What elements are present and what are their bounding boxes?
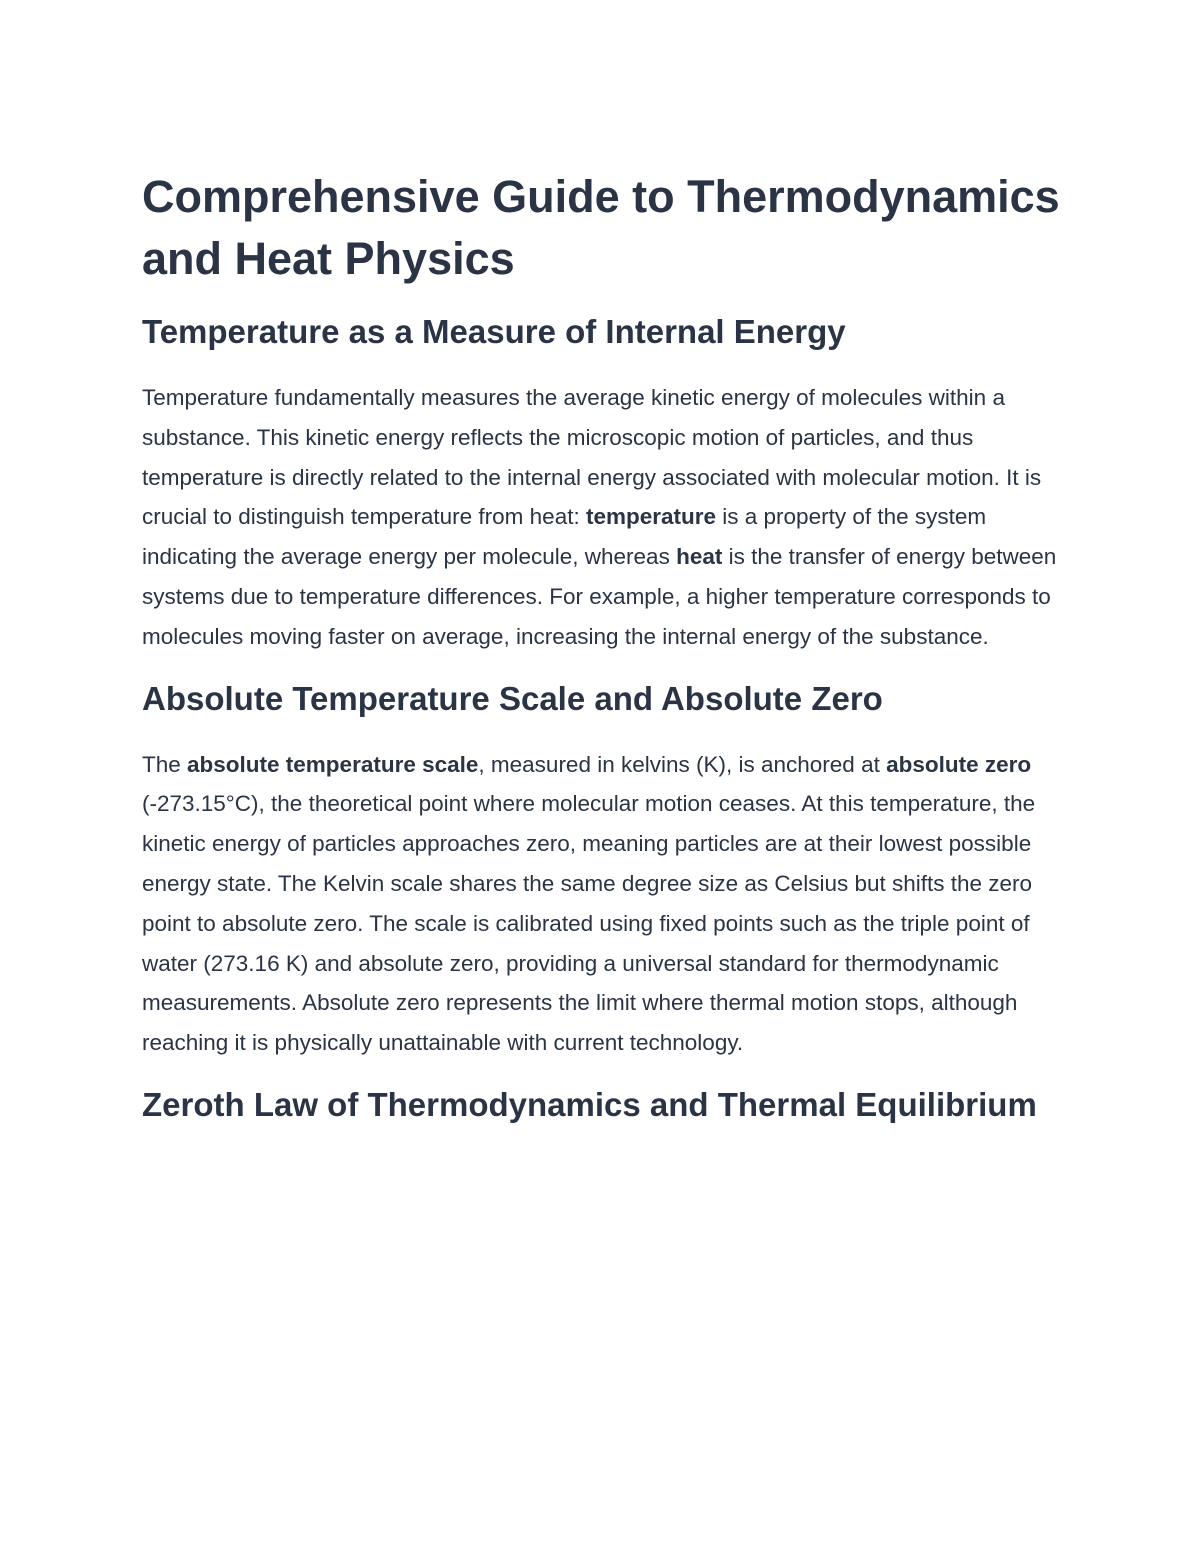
paragraph-text: is the transfer of energy between systems due to temperature differences. For example, a higher temperature corresponds to molecules moving faster on average, increasing the internal energy of the substance. — [142, 544, 1057, 649]
section-heading-absolute-scale: Absolute Temperature Scale and Absolute Zero — [142, 679, 883, 717]
bold-term-temperature: temperature — [585, 504, 717, 530]
section-paragraph-absolute-scale — [142, 745, 1062, 1063]
bold-term-absolute-zero: absolute zero — [886, 751, 1032, 777]
document-page — [142, 166, 1062, 1133]
bold-term-heat: heat — [676, 544, 723, 570]
paragraph-text: , measured in kelvins (K), is anchored at — [478, 751, 887, 777]
document-title: Comprehensive Guide to Thermodynamics and Heat Physics — [142, 171, 1060, 284]
bold-term-absolute-temperature-scale: absolute temperature scale — [187, 751, 479, 777]
paragraph-text: is a property of the system indicating the average energy per molecule, whereas — [142, 504, 987, 570]
paragraph-text: Temperature fundamentally measures the average kinetic energy of molecules within a substance. This kinetic energy reflects the microscopic motion of particles, and thus temperature is directly related to the internal energy associated with molecular motion. It is crucial to distinguish temperature from heat: — [142, 385, 1042, 530]
section-heading-temperature: Temperature as a Measure of Internal Energy — [142, 313, 846, 350]
section-heading-zeroth-law: Zeroth Law of Thermodynamics and Thermal Equilibrium — [142, 1085, 1037, 1123]
paragraph-text: (-273.15°C), the theoretical point where molecular motion ceases. At this temperature, the kinetic energy of particles approaches zero, meaning particles are at their lowest possible energy state. The Kelvin scale shares the same degree size as Celsius but shifts the zero point to absolute zero. The scale is calibrated using fixed points such as the triple point of water (273.16 K) and absolute zero, providing a universal standard for thermodynamic measurements. Absolute zero represents the limit where thermal motion stops, although reaching it is physically unattainable with current technology. — [142, 791, 1036, 1056]
section-paragraph-temperature — [142, 378, 1062, 657]
paragraph-text: The — [142, 751, 188, 777]
